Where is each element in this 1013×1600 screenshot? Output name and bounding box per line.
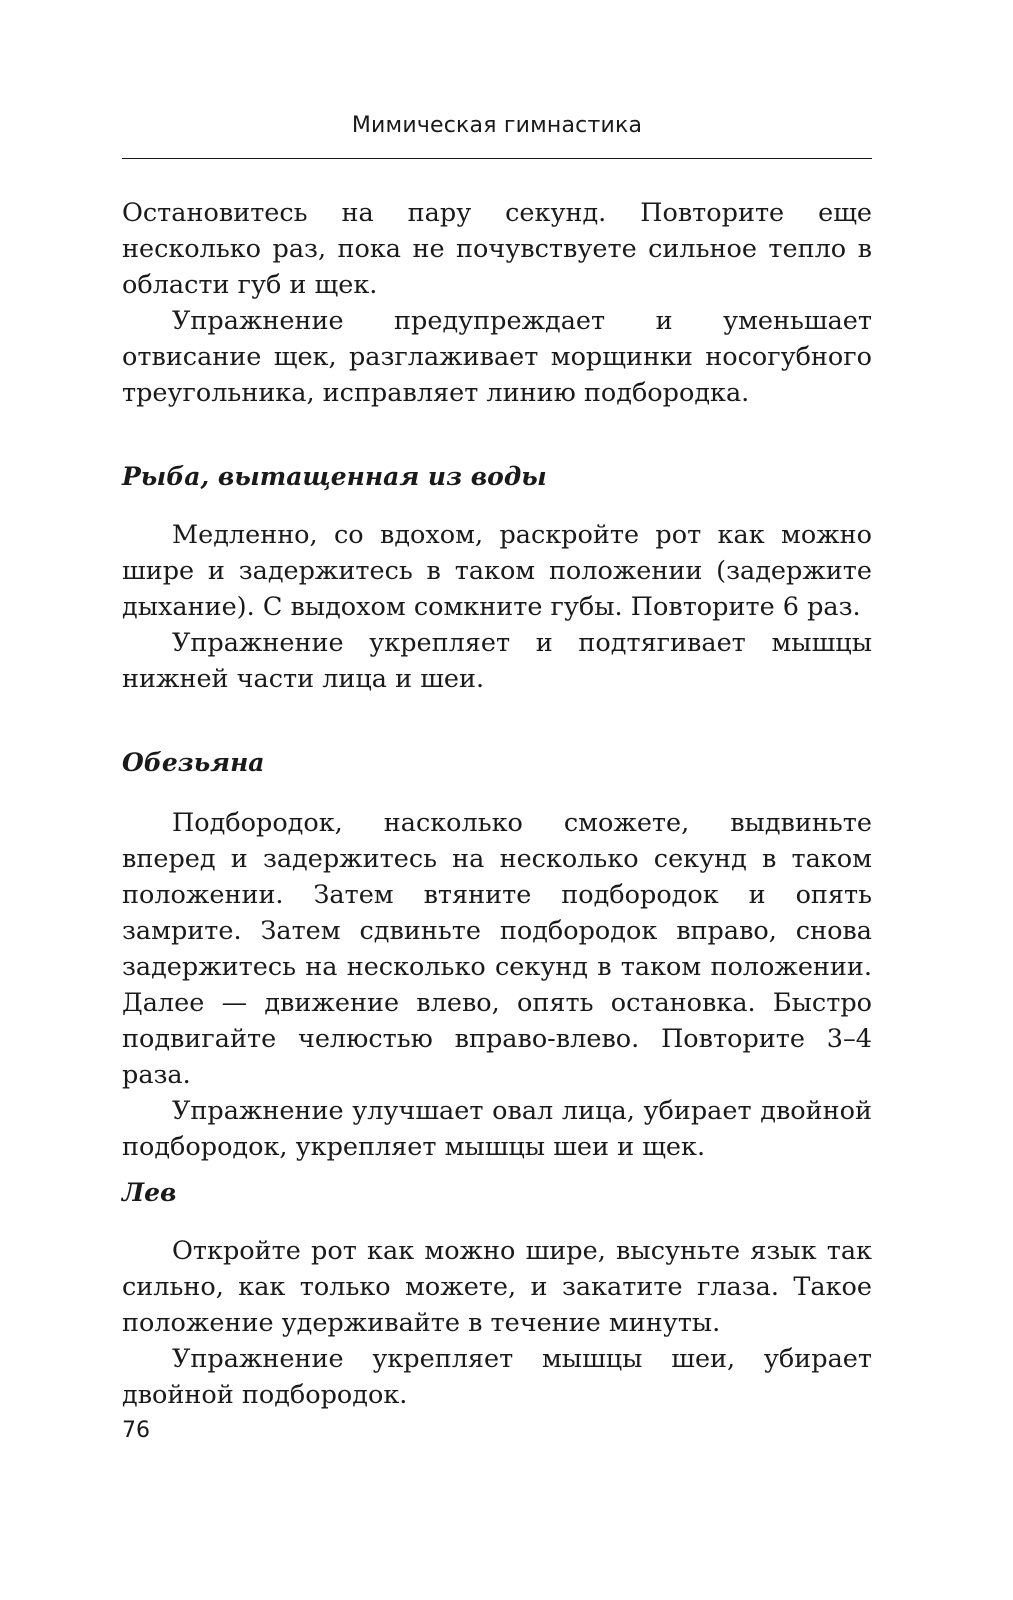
exercise-instructions: Подбородок, насколько сможете, выдвиньте вперед и задержитесь на несколько секунд в таком положении. Затем втяните подбородок и опять замрите. Затем сдвиньте подбородок вправо, снова задержитесь на несколько секунд в таком положении. Далее — движение влево, опять остановка. Быстро подвигайте челюстью вправо-влево. Повторите 3–4 раза. xyxy=(122,808,872,1090)
header-rule xyxy=(122,158,872,159)
exercise-instructions: Медленно, со вдохом, раскройте рот как можно шире и задержитесь в таком положении (задержите дыхание). С выдохом сомкните губы. Повторите 6 раз. xyxy=(122,520,872,622)
section-heading-monkey: Обезьяна xyxy=(122,748,265,777)
exercise-effect: Упражнение укрепляет мышцы шеи, убирает двойной подбородок. xyxy=(122,1344,872,1410)
exercise-effect: Упражнение улучшает овал лица, убирает двойной подбородок, укрепляет мышцы шеи и щек. xyxy=(122,1096,872,1162)
section-heading-fish: Рыба, вытащенная из воды xyxy=(122,462,547,491)
section-heading-lion: Лев xyxy=(122,1178,177,1207)
section-body-fish xyxy=(122,517,872,697)
section-body-monkey xyxy=(122,805,872,1165)
page-number: 76 xyxy=(122,1418,150,1443)
exercise-effect: Упражнение укрепляет и подтягивает мышцы нижней части лица и шеи. xyxy=(122,628,872,694)
running-head: Мимическая гимнастика xyxy=(351,113,643,138)
intro-paragraph-continued: Остановитесь на пару секунд. Повторите еще несколько раз, пока не почувствуете сильное тепло в области губ и щек. xyxy=(122,198,872,300)
section-body-lion xyxy=(122,1233,872,1413)
exercise-instructions: Откройте рот как можно шире, высуньте язык так сильно, как только можете, и закатите глаза. Такое положение удерживайте в течение минуты. xyxy=(122,1236,872,1338)
intro-block xyxy=(122,195,872,411)
intro-paragraph-effect: Упражнение предупреждает и уменьшает отвисание щек, разглаживает морщинки носогубного треугольника, исправляет линию подбородка. xyxy=(122,306,872,408)
